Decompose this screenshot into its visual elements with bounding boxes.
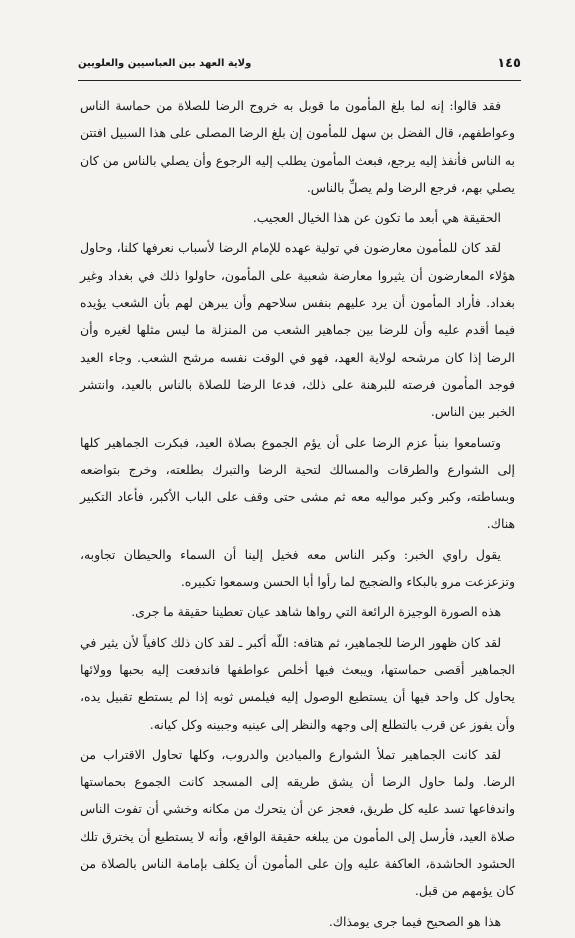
page-header [78,56,521,81]
page-number: ١٤٥ [497,56,521,71]
paragraph: لقد كان ظهور الرضا للجماهير، ثم هتافه: اللّه أكبر ـ لقد كان ذلك كافياً لأن يثير في الجماهير أقصى حماستها، ويبعث فيها أخلص عواطفها فاندفعت إليه بحبها وولائها يحاول كل واحد فيها أن يستطيع الوصول إليه فيلمس ثوبه إذا لم يستطع تقبيل يده، وأن يفوز عن قرب بالتطلع إلى وجهه والنظر إلى عينيه وجبينه وكل كيانه. [80,634,515,732]
paragraph: الحقيقة هي أبعد ما تكون عن هذا الخيال العجيب. [252,210,501,226]
paragraph: لقد كان للمأمون معارضون في تولية عهده للإمام الرضا لأسباب نعرفها كلنا، وحاول هؤلاء المعارضون أن يثيروا معارضة شعبية على المأمون، حاولوا ذلك في بغداد وغير بغداد. فأراد المأمون أن يرد عليهم بنفس سلاحهم وأن يبرهن لهم بأن الشعب يؤيده فيما أقدم عليه وأن للرضا بين جماهير الشعب من المنزلة ما ليس مثلها لغيره وأن الرضا إذا كان مرشحه لولاية العهد، فهو في الوقت نفسه مرشح الشعب. وجاء العيد فوجد المأمون فرصته للبرهنة على ذلك، فدعا الرضا للصلاة بالناس بالعيد، وانتشر الخبر بين الناس. [80,240,515,420]
paragraph: يقول راوي الخبر: وكبر الناس معه فخيل إلينا أن السماء والحيطان تجاوبه، وتزعزعت مرو بالبكاء والضجيج لما رأوا أبا الحسن وسمعوا تكبيره. [80,546,515,590]
body-text [80,92,515,938]
paragraph: هذه الصورة الوجيزة الرائعة التي رواها شاهد عيان تعطينا حقيقة ما جرى. [131,604,501,620]
paragraph: لقد كانت الجماهير تملأ الشوارع والميادين والدروب، وكلها تحاول الاقتراب من الرضا. ولما حاول الرضا أن يشق طريقه إلى المسجد كانت الجموع بحماستها واندفاعها تسد عليه كل طريق، فعجز عن أن يتحرك من مكانه وخشي أن تفوت الناس صلاة العيد، فأرسل إلى المأمون من يبلغه حقيقة الواقع، وأنه لا يستطيع أن يخترق تلك الحشود الحاشدة، العاكفة عليه وإن على المأمون أن يكلف بإمامة الناس بالصلاة من كان يؤمهم من قبل. [80,746,515,899]
paragraph: هذا هو الصحيح فيما جرى يومذاك. [328,913,501,929]
paragraph: فقد قالوا: إنه لما بلغ المأمون ما قوبل به خروج الرضا للصلاة من حماسة الناس وعواطفهم، قال الفضل بن سهل للمأمون إن بلغ الرضا المصلى على هذا السبيل افتتن به الناس فأنفذ إليه يرجع، فبعث المأمون يطلب إليه الرجوع وأن يصلي بالناس من كان يصلي بهم، فرجع الرضا ولم يصلِّ بالناس. [80,98,515,195]
paragraph: وتسامعوا بنبأ عزم الرضا على أن يؤم الجموع بصلاة العيد، فبكرت الجماهير كلها إلى الشوارع والطرقات والمسالك لتحية الرضا والتبرك بطلعته، وخرج بتواضعه وبساطته، وكبر وكبر مواليه معه ثم مشى حتى وقف على الباب الأكبر، فأعاد التكبير هناك. [80,434,515,532]
running-title: ولاية العهد بين العباسيين والعلويين [78,58,252,69]
